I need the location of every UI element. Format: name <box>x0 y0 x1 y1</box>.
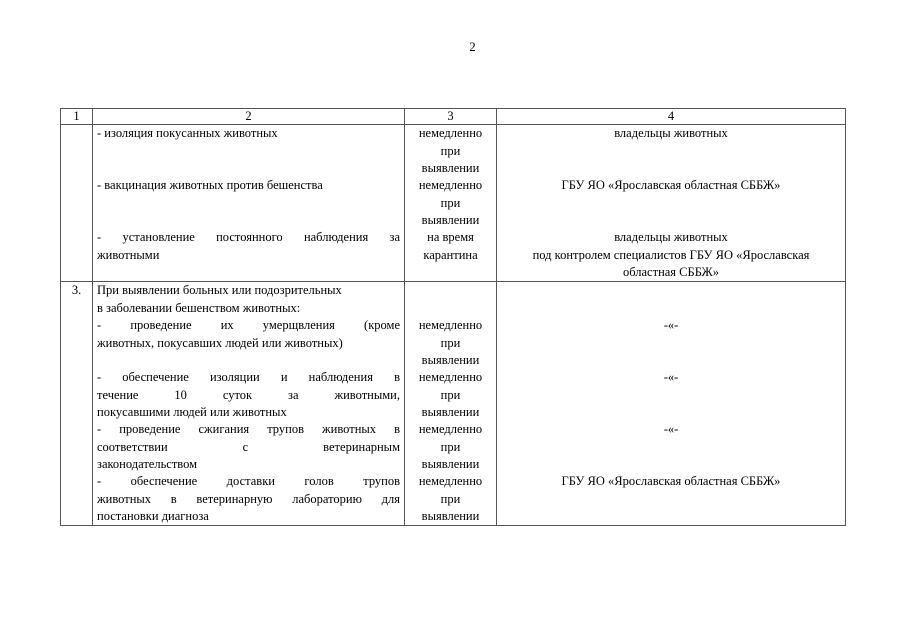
timing-cell <box>405 125 497 282</box>
timing-text: выявлении <box>421 353 480 367</box>
measure-item <box>97 473 400 525</box>
measure-item <box>97 125 400 177</box>
timing-text: выявлении <box>421 213 480 227</box>
timing-text: немедленно <box>418 422 483 436</box>
measure-item <box>97 369 400 421</box>
timing-item <box>409 177 492 229</box>
responsible-text: областная СББЖ» <box>622 265 720 279</box>
timing-text: при <box>440 387 461 402</box>
responsible-item <box>501 421 841 473</box>
responsible-text: ГБУ ЯО «Ярославская областная СББЖ» <box>561 474 781 488</box>
measure-text: - обеспечение изоляции и наблюдения в <box>97 370 400 384</box>
measure-text: животных, покусавших людей или животных) <box>97 335 343 350</box>
measure-text: покусавшими людей или животных <box>97 405 287 419</box>
responsible-text: владельцы животных <box>614 230 728 244</box>
measure-text: животных в ветеринарную лабораторию для <box>97 491 400 506</box>
measure-text: - обеспечение доставки голов трупов <box>97 474 400 488</box>
measures-cell <box>93 125 405 282</box>
row-number <box>61 125 93 282</box>
responsible-text: -«- <box>663 422 679 436</box>
timing-item <box>409 229 492 281</box>
responsible-text: владельцы животных <box>614 126 728 140</box>
timing-text: немедленно <box>418 318 483 332</box>
header-row <box>61 109 846 125</box>
measure-text: - проведение их умерщвления (кроме <box>97 318 400 332</box>
intro-text: в заболевании бешенством животных: <box>97 300 301 315</box>
page-number: 2 <box>469 39 476 54</box>
timing-spacer <box>409 282 492 317</box>
timing-text: немедленно <box>418 178 483 192</box>
timing-text: немедленно <box>418 370 483 384</box>
timing-text: выявлении <box>421 405 480 419</box>
measure-text: - установление постоянного наблюдения за <box>97 230 400 244</box>
table-row <box>61 282 846 526</box>
timing-text: выявлении <box>421 457 480 471</box>
responsible-text: -«- <box>663 318 679 332</box>
row-number: 3. <box>61 282 93 526</box>
timing-item <box>409 473 492 525</box>
measure-item <box>97 421 400 473</box>
measure-text: законодательством <box>97 457 198 471</box>
timing-text: карантина <box>423 247 478 262</box>
header-col-3: 3 <box>405 109 497 125</box>
timing-text: выявлении <box>421 161 480 175</box>
measure-text: соответствии с ветеринарным <box>97 439 400 454</box>
header-col-4: 4 <box>497 109 846 125</box>
timing-text: при <box>440 491 461 506</box>
measures-table <box>60 108 846 526</box>
timing-text: при <box>440 439 461 454</box>
timing-text: при <box>440 335 461 350</box>
measure-text: животными <box>97 247 160 262</box>
intro-text: При выявлении больных или подозрительных <box>97 283 342 297</box>
timing-text: выявлении <box>421 509 480 523</box>
responsible-item <box>501 229 841 281</box>
timing-text: немедленно <box>418 474 483 488</box>
timing-text: при <box>440 195 461 210</box>
measure-item <box>97 317 400 369</box>
responsible-text: ГБУ ЯО «Ярославская областная СББЖ» <box>561 178 781 192</box>
responsible-item <box>501 177 841 229</box>
responsible-cell <box>497 125 846 282</box>
timing-text: немедленно <box>418 126 483 140</box>
measure-item <box>97 229 400 281</box>
responsible-text: -«- <box>663 370 679 384</box>
timing-item <box>409 369 492 421</box>
measure-text: течение 10 суток за животными, <box>97 387 400 402</box>
timing-text: на время <box>427 230 474 244</box>
measure-text: - вакцинация животных против бешенства <box>97 178 323 192</box>
header-col-1: 1 <box>61 109 93 125</box>
measure-text: - изоляция покусанных животных <box>97 126 278 140</box>
responsible-item <box>501 317 841 369</box>
measure-text: постановки диагноза <box>97 509 209 523</box>
timing-item <box>409 421 492 473</box>
timing-item <box>409 317 492 369</box>
measure-text: - проведение сжигания трупов животных в <box>97 422 400 436</box>
responsible-item <box>501 473 841 525</box>
timing-item <box>409 125 492 177</box>
responsible-cell <box>497 282 846 526</box>
responsible-spacer <box>501 282 841 317</box>
timing-cell <box>405 282 497 526</box>
responsible-item <box>501 125 841 177</box>
responsible-item <box>501 369 841 421</box>
measure-item <box>97 177 400 229</box>
measure-intro <box>97 282 400 317</box>
table-row <box>61 125 846 282</box>
timing-text: при <box>440 143 461 158</box>
responsible-text: под контролем специалистов ГБУ ЯО «Ярославская <box>532 247 810 262</box>
measures-cell <box>93 282 405 526</box>
header-col-2: 2 <box>93 109 405 125</box>
